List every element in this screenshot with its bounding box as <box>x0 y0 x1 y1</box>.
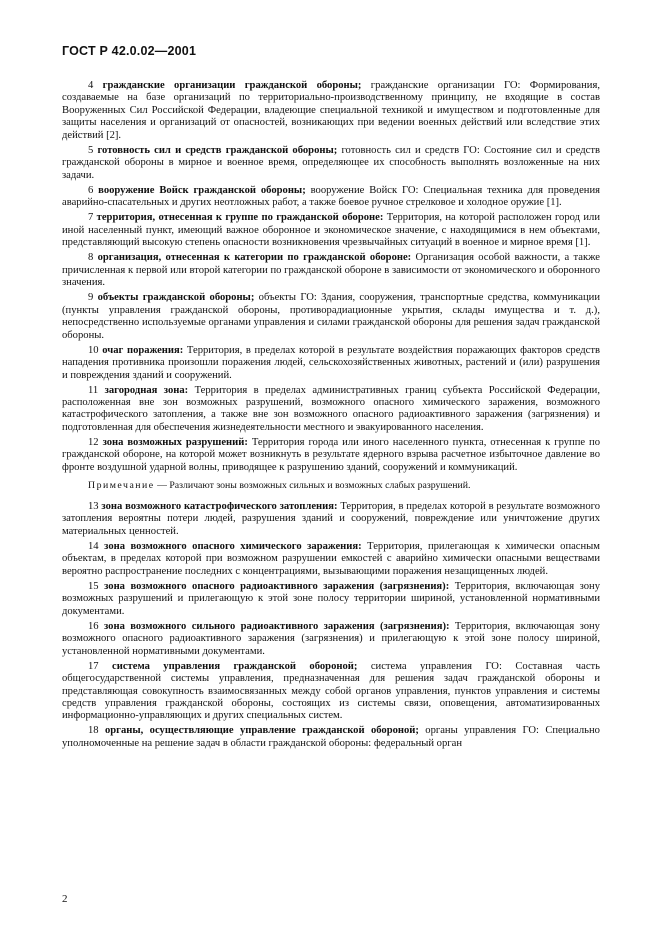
definition-item: 8 организация, отнесенная к категории по гражданской обороне: Организация особой важности, а также причисленная к первой или второй категории по гражданской обороне в зависимости от экономического и оборонного значения. <box>62 252 601 289</box>
page-number: 2 <box>62 893 68 905</box>
definition-item: 10 очаг поражения: Территория, в пределах которой в результате воздействия поражающих факторов средств нападения противника произошли поражения людей, сельскохозяйственных животных, растений и (или) разрушения и повреждения зданий и сооружений. <box>62 344 600 381</box>
definition-item: 16 зона возможного сильного радиоактивного заражения (загрязнения): Территория, включающая зону возможного опасного радиоактивного заражения (загрязнения) и прилегающую к этой зоне полосу шириной, установленной нормативными документами. <box>62 620 600 657</box>
definition-item: 9 объекты гражданской обороны; объекты ГО: Здания, сооружения, транспортные средства, коммуникации (пункты управления гражданской обороны, противорадиационные укрытия, склады имущества и т. д.), непосредственно используемые органами управления и силами гражданской обороны для решения задач гражданской обороны. <box>62 292 600 341</box>
definition-item: 12 зона возможных разрушений: Территория города или иного населенного пункта, отнесенная к группе по гражданской обороне, на которой может возникнуть в результате ядерного взрыва расчетное избыточное давление во фронте воздушной ударной волны, приводящее к разрушению зданий, сооружений и коммуникаций. <box>62 436 600 473</box>
note <box>62 480 600 492</box>
definition-item: 11 загородная зона: Территория в пределах административных границ субъекта Российской Федерации, расположенная вне зон возможных разрушений, возможного опасного химического заражения, возможного катастрофического затопления, а также вне зон возможного опасного радиоактивного заражения (загрязнения) и подготовленная для обеспечения жизнедеятельности местного и эвакуированного населения. <box>62 384 600 433</box>
definition-item: 4 гражданские организации гражданской обороны; гражданские организации ГО: Формирования, создаваемые на базе организаций по территориально-производственному принципу, не входящие в состав Вооруженных Сил Российской Федерации, владеющие специальной техникой и имуществом и подготовленные для защиты населения и организаций от опасностей, возникающих при ведении военных действий или вследствие этих действий [2]. <box>62 80 600 141</box>
definition-item: 17 система управления гражданской обороной; система управления ГО: Составная часть общегосударственной системы управления, предназначенная для решения задач гражданской обороны и представляющая совокупность взаимосвязанных между собой органов управления, пунктов управления и системы средств управления гражданской обороны, состоящих из системы связи, оповещения, автоматизированных информационно-управляющих и других специальных систем. <box>62 660 600 722</box>
definition-item: 15 зона возможного опасного радиоактивного заражения (загрязнения): Территория, включающая зону возможных разрушений и прилегающую к этой зоне полосу территории шириной, установленной нормативными документами. <box>62 580 600 617</box>
definition-item: 6 вооружение Войск гражданской обороны; вооружение Войск ГО: Специальная техника для проведения аварийно-спасательных и других неотложных работ, а также боевое ручное стрелковое и холодное оружие [1]. <box>62 184 600 209</box>
note-label: Примечание <box>88 480 155 492</box>
standard-header: ГОСТ Р 42.0.02—2001 <box>62 44 197 58</box>
definition-item: 5 готовность сил и средств гражданской обороны; готовность сил и средств ГО: Состояние сил и средств гражданской обороны в мирное и военное время, определяющее их способность выполнять возложенные на них задачи. <box>62 144 600 181</box>
definition-item: 18 органы, осуществляющие управление гражданской обороной; органы управления ГО: Специально уполномоченные на решение задач в области гражданской обороны: федеральный орган <box>62 725 600 749</box>
definition-item: 14 зона возможного опасного химического заражения: Территория, прилегающая к химически опасным объектам, в пределах которой при возможном разрушении емкостей с аварийно химически опасными веществами вероятно распространение последних с концентрациями, вызывающими поражения незащищенных людей. <box>62 540 601 577</box>
definition-item: 7 территория, отнесенная к группе по гражданской обороне: Территория, на которой расположен город или иной населенный пункт, имеющий важное оборонное и экономическое значение, с находящимися в нем объектами, представляющий высокую степень опасности возникновения чрезвычайных ситуаций в военное и мирное время [1]. <box>62 212 600 249</box>
note-text: — Различают зоны возможных сильных и возможных слабых разрушений. <box>154 480 471 492</box>
definition-item: 13 зона возможного катастрофического затопления: Территория, в пределах которой в результате возможного затопления вероятны потери людей, разрушения зданий и сооружений, повреждение или уничтожение других материальных ценностей. <box>62 500 601 537</box>
document-body <box>62 80 600 753</box>
